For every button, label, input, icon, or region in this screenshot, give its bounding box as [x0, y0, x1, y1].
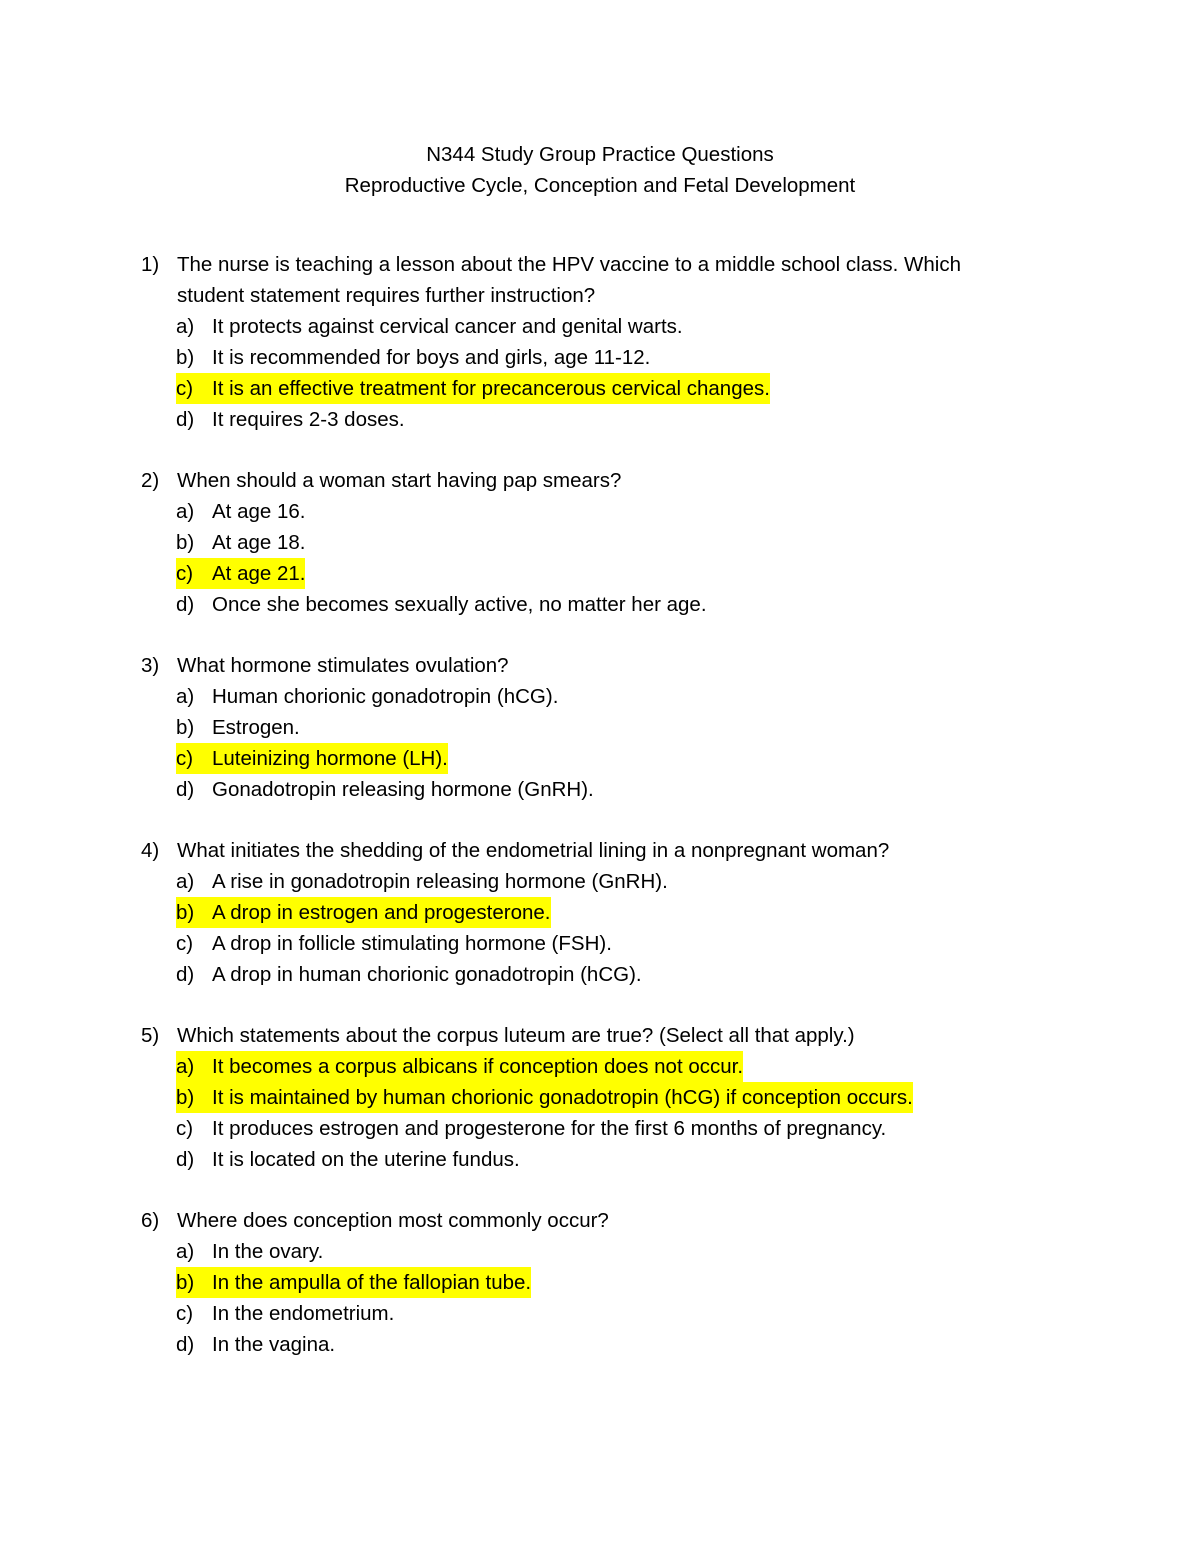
option-text: In the ampulla of the fallopian tube. [212, 1271, 532, 1294]
question-text: Which statements about the corpus luteum are true? (Select all that apply.) [177, 1024, 855, 1047]
answer-option-a [0, 1236, 1200, 1267]
answer-option-d [0, 774, 1200, 805]
option-text: It is maintained by human chorionic gonadotropin (hCG) if conception occurs. [212, 1086, 913, 1109]
question-list [0, 249, 1200, 1360]
question-2 [0, 465, 1200, 620]
option-letter: d) [176, 1148, 195, 1171]
question-number: 2) [141, 469, 160, 492]
option-text: Gonadotropin releasing hormone (GnRH). [212, 778, 594, 801]
answer-options [0, 1236, 1200, 1360]
answer-option-d [0, 1144, 1200, 1175]
option-letter: a) [176, 500, 195, 523]
question-1 [0, 249, 1200, 435]
option-text: A drop in human chorionic gonadotropin (hCG). [212, 963, 642, 986]
option-letter: d) [176, 963, 195, 986]
option-text: Human chorionic gonadotropin (hCG). [212, 685, 559, 708]
highlighted-answer [176, 373, 770, 404]
answer-option-c [0, 928, 1200, 959]
option-text: It produces estrogen and progesterone for the first 6 months of pregnancy. [212, 1117, 887, 1140]
highlighted-answer [176, 1051, 743, 1082]
option-letter: a) [176, 1240, 195, 1263]
option-text: At age 18. [212, 531, 306, 554]
option-letter: b) [176, 716, 195, 739]
question-text: When should a woman start having pap smears? [177, 469, 622, 492]
option-text: A rise in gonadotropin releasing hormone (GnRH). [212, 870, 668, 893]
option-text: It is located on the uterine fundus. [212, 1148, 520, 1171]
option-text: At age 16. [212, 500, 306, 523]
answer-option-d [0, 589, 1200, 620]
answer-option-b [0, 1082, 1200, 1113]
answer-option-c [0, 1298, 1200, 1329]
question-number: 1) [141, 253, 160, 276]
option-letter: b) [176, 1086, 195, 1109]
question-text: The nurse is teaching a lesson about the HPV vaccine to a middle school class. Which student statement requires further instruction? [177, 253, 961, 307]
answer-option-a [0, 1051, 1200, 1082]
question-text: What initiates the shedding of the endometrial lining in a nonpregnant woman? [177, 839, 890, 862]
option-letter: b) [176, 1271, 195, 1294]
question-number: 6) [141, 1209, 160, 1232]
option-text: It is recommended for boys and girls, age 11-12. [212, 346, 651, 369]
answer-option-c [0, 743, 1200, 774]
option-letter: c) [176, 932, 194, 955]
answer-option-b [0, 342, 1200, 373]
option-text: It protects against cervical cancer and genital warts. [212, 315, 683, 338]
title-line-1: N344 Study Group Practice Questions [426, 143, 774, 166]
option-letter: a) [176, 870, 195, 893]
question-text: Where does conception most commonly occur? [177, 1209, 609, 1232]
answer-option-c [0, 1113, 1200, 1144]
option-text: In the endometrium. [212, 1302, 395, 1325]
option-text: In the ovary. [212, 1240, 324, 1263]
option-letter: a) [176, 685, 195, 708]
highlighted-answer [176, 743, 448, 774]
answer-option-d [0, 404, 1200, 435]
option-letter: d) [176, 408, 195, 431]
answer-option-c [0, 373, 1200, 404]
answer-option-d [0, 1329, 1200, 1360]
option-letter: a) [176, 315, 195, 338]
answer-option-b [0, 527, 1200, 558]
highlighted-answer [176, 1082, 913, 1113]
answer-option-b [0, 1267, 1200, 1298]
answer-options [0, 681, 1200, 805]
answer-option-a [0, 681, 1200, 712]
highlighted-answer [176, 1267, 531, 1298]
option-text: It is an effective treatment for precancerous cervical changes. [212, 377, 770, 400]
answer-options [0, 866, 1200, 990]
answer-options [0, 1051, 1200, 1175]
option-text: Luteinizing hormone (LH). [212, 747, 448, 770]
question-5 [0, 1020, 1200, 1175]
option-text: At age 21. [212, 562, 306, 585]
question-number: 4) [141, 839, 160, 862]
answer-option-a [0, 866, 1200, 897]
question-4 [0, 835, 1200, 990]
question-number: 3) [141, 654, 160, 677]
document-title [0, 139, 1200, 201]
answer-option-a [0, 311, 1200, 342]
question-6 [0, 1205, 1200, 1360]
question-number: 5) [141, 1024, 160, 1047]
answer-option-a [0, 496, 1200, 527]
option-text: Estrogen. [212, 716, 300, 739]
option-text: It becomes a corpus albicans if conception does not occur. [212, 1055, 744, 1078]
option-letter: c) [176, 562, 194, 585]
answer-option-b [0, 712, 1200, 743]
option-text: It requires 2-3 doses. [212, 408, 405, 431]
highlighted-answer [176, 897, 551, 928]
question-text: What hormone stimulates ovulation? [177, 654, 509, 677]
option-letter: d) [176, 593, 195, 616]
option-text: In the vagina. [212, 1333, 336, 1356]
answer-options [0, 311, 1200, 435]
title-line-2: Reproductive Cycle, Conception and Fetal Development [344, 174, 856, 197]
option-letter: c) [176, 377, 194, 400]
highlighted-answer [176, 558, 305, 589]
option-letter: d) [176, 1333, 195, 1356]
option-text: Once she becomes sexually active, no matter her age. [212, 593, 707, 616]
answer-option-c [0, 558, 1200, 589]
option-letter: b) [176, 901, 195, 924]
option-text: A drop in follicle stimulating hormone (FSH). [212, 932, 612, 955]
option-text: A drop in estrogen and progesterone. [212, 901, 551, 924]
option-letter: c) [176, 1117, 194, 1140]
option-letter: b) [176, 346, 195, 369]
option-letter: a) [176, 1055, 195, 1078]
option-letter: c) [176, 1302, 194, 1325]
option-letter: b) [176, 531, 195, 554]
answer-option-d [0, 959, 1200, 990]
option-letter: c) [176, 747, 194, 770]
answer-option-b [0, 897, 1200, 928]
option-letter: d) [176, 778, 195, 801]
answer-options [0, 496, 1200, 620]
question-3 [0, 650, 1200, 805]
